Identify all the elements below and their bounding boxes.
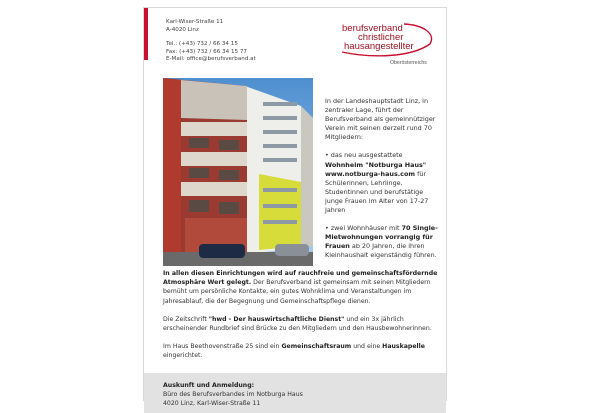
- street: Karl-Wiser-Straße 11: [166, 19, 224, 25]
- contact-footer: [144, 373, 446, 413]
- offer-item-2: • zwei Wohnhäuser mit 70 Single-Mietwohnungen vorrangig für Frauen ab 20 Jahren, die ihren Kleinhaushalt eigenständig führen.: [325, 224, 438, 260]
- logo-line-1: berufsverband: [342, 23, 403, 34]
- footer-line-1: Büro des Berufsverbandes im Notburga Haus: [163, 391, 303, 398]
- footer-line-2: 4020 Linz, Karl-Wiser-Straße 11: [163, 400, 261, 407]
- intro-column: [325, 97, 440, 270]
- fax: Fax: (+43) 732 / 66 34 15 77: [166, 48, 247, 55]
- phone: Tel.: (+43) 732 / 66 34 15: [166, 41, 238, 48]
- offer-item-2-bold: 70 Single-Mietwohnungen vorrangig für Frauen: [325, 224, 438, 251]
- logo-line-3: hausangestellter: [344, 41, 414, 52]
- building-photo: [163, 78, 313, 266]
- organisation-logo: [340, 22, 436, 74]
- paragraph-facilities: Im Haus Beethovenstraße 25 sind ein Gemeinschaftsraum und eine Hauskapelle eingerichtet.: [163, 343, 425, 360]
- city: A-4020 Linz: [166, 26, 199, 33]
- email-link[interactable]: E-Mail: office@berufsverband.at: [166, 56, 256, 63]
- paragraph-magazine: Die Zeitschrift "hwd - Der hauswirtschaftliche Dienst" und ein 3x jährlich erscheinender Rundbrief sind Brücke zu den Mitgliedern und den Hausbewohnerinnen.: [163, 315, 432, 333]
- logo-region: Oberösterreichs: [390, 60, 427, 66]
- accent-bar: [144, 8, 148, 60]
- intro-text: In der Landeshauptstadt Linz, in zentraler Lage, führt der Berufsverband als gemeinnütziger Verein mit seinen derzeit rund 70 Mitgliedern:: [325, 97, 436, 142]
- logo-line-2: christlicher: [358, 32, 404, 43]
- paragraph-atmosphere: In allen diesen Einrichtungen wird auf rauchfreie und gemeinschaftsfördernde Atmosphäre Wert gelegt. Der Berufsverband ist gemeinsam mit seinen Mitgliedern bemüht um persönliche Kontakte, ein gutes Wohnklima und Veranstaltungen im Jahresablauf, die der Begegnung und Gemeinschaftspflege dienen.: [163, 270, 438, 305]
- contact-address: [166, 19, 256, 64]
- main-text: [163, 269, 441, 370]
- offer-item-1-bold: Wohnheim "Notburga Haus" www.notburga-haus.com: [325, 160, 427, 178]
- offer-item-1: • das neu ausgestattete Wohnheim "Notburga Haus" www.notburga-haus.com für Schülerinnen, Lehrlinge, Studentinnen und berufstätige junge Frauen im Alter von 17-27 Jahren: [325, 151, 429, 215]
- letter-page: [143, 7, 447, 407]
- footer-heading: Auskunft und Anmeldung:: [163, 382, 255, 389]
